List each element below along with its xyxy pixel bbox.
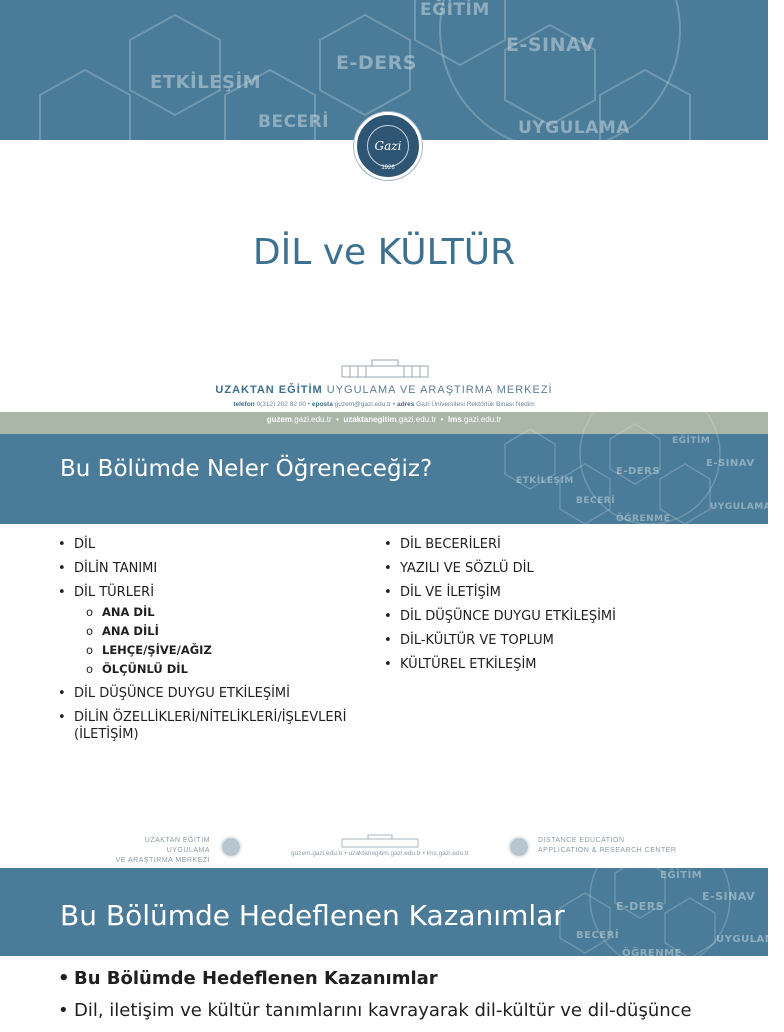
phone-label: telefon <box>233 401 255 408</box>
university-seal-icon <box>220 836 242 858</box>
link-lms[interactable]: lms.gazi.edu.tr <box>447 415 502 424</box>
sub-list-item: o ANA DİLİ <box>58 624 358 639</box>
address-label: adres <box>397 401 415 408</box>
outcomes-list <box>58 968 758 1032</box>
banner-word: ÖĞRENME <box>622 948 682 959</box>
links-strip: guzem.gazi.edu.tr • uzaktanegitim.gazi.edu.tr • lms.gazi.edu.tr <box>0 412 768 434</box>
email-label: eposta <box>311 401 333 408</box>
sub-list-item: o ÖLÇÜNLÜ DİL <box>58 662 358 677</box>
list-item: • Bu Bölümde Hedeflenen Kazanımlar <box>58 968 758 990</box>
building-icon <box>340 834 420 848</box>
link-uzaktanegitim[interactable]: uzaktanegitim.gazi.edu.tr <box>343 415 437 424</box>
university-seal-icon <box>508 836 530 858</box>
seal-signature: Gazi <box>367 125 409 167</box>
banner-word: E-DERS <box>616 466 661 477</box>
banner-word: ÖĞRENME <box>616 514 671 524</box>
address-value: Gazi Üniversitesi Rektörlük Binası Nedim <box>416 401 535 408</box>
banner-word: BECERİ <box>576 496 616 506</box>
list-item: • DİL BECERİLERİ <box>384 536 684 553</box>
email-value: guzem@gazi.edu.tr <box>334 401 392 408</box>
list-item: • DİL DÜŞÜNCE DUYGU ETKİLEŞİMİ <box>384 608 684 625</box>
slide-footer <box>0 834 768 868</box>
list-item: • DİL VE İLETİŞİM <box>384 584 684 601</box>
title-slide <box>0 0 768 434</box>
list-item: • Dil, iletişim ve kültür tanımlarını kavrayarak dil-kültür ve dil-düşünce <box>58 1000 758 1022</box>
banner-word: BECERİ <box>258 112 330 132</box>
banner-word: UYGULAMA <box>518 118 630 138</box>
list-item: • DİL <box>58 536 358 553</box>
list-item: • KÜLTÜREL ETKİLEŞİM <box>384 656 684 673</box>
section-title: Bu Bölümde Hedeflenen Kazanımlar <box>60 899 565 932</box>
footer-center-name-tr: UZAKTAN EĞİTİM UYGULAMA VE ARAŞTIRMA MERKEZİ <box>115 837 210 864</box>
section-banner <box>0 434 772 524</box>
page-title: DİL ve KÜLTÜR <box>252 232 516 273</box>
list-item: • DİL TÜRLERİ <box>58 584 358 601</box>
list-item: • DİL-KÜLTÜR VE TOPLUM <box>384 632 684 649</box>
footer-center-name-en: DISTANCE EDUCATION APPLICATION & RESEARCH CENTER <box>538 837 677 854</box>
topics-slide <box>0 434 772 868</box>
phone-value: 0(312) 202 82 00 <box>256 401 306 408</box>
banner-word: ETKİLEŞİM <box>150 72 262 93</box>
list-item: • YAZILI VE SÖZLÜ DİL <box>384 560 684 577</box>
banner-word: EĞİTİM <box>660 870 703 881</box>
list-item: • DİL DÜŞÜNCE DUYGU ETKİLEŞİMİ <box>58 685 358 702</box>
banner-word: E-DERS <box>336 52 417 74</box>
banner-word: E-SINAV <box>506 34 596 56</box>
topics-list-left <box>58 536 358 750</box>
list-item: • DİLİN ÖZELLİKLERİ/NİTELİKLERİ/İŞLEVLERİ (İLETİŞİM) <box>58 709 358 743</box>
outcomes-slide <box>0 868 784 1024</box>
section-banner <box>0 868 784 959</box>
sub-list-item: o ANA DİL <box>58 605 358 620</box>
center-name <box>0 384 768 396</box>
center-name-bold: UZAKTAN EĞİTİM <box>215 384 323 396</box>
contact-line: telefon 0(312) 202 82 00 • eposta guzem@gazi.edu.tr • adres Gazi Üniversitesi Rektörlük Binası Nedim <box>233 401 535 408</box>
footer-links[interactable]: guzem.gazi.edu.tr • uzaktanegitim.gazi.edu.tr • lms.gazi.edu.tr <box>291 850 469 857</box>
banner-word: BECERİ <box>576 930 620 941</box>
banner-word: UYGULAMA <box>716 934 784 945</box>
building-icon <box>340 358 430 378</box>
seal-year: 1926 <box>381 165 395 171</box>
banner-word: E-SINAV <box>702 890 756 903</box>
center-name-rest: UYGULAMA VE ARAŞTIRMA MERKEZİ <box>326 384 553 396</box>
university-seal <box>354 112 422 180</box>
banner-word: E-DERS <box>616 900 665 913</box>
sub-list-item: o LEHÇE/ŞİVE/AĞIZ <box>58 643 358 658</box>
link-guzem[interactable]: guzem.gazi.edu.tr <box>266 415 332 424</box>
banner-word: E-SINAV <box>706 458 755 469</box>
banner-word: EĞİTİM <box>420 0 490 20</box>
banner-word: ETKİLEŞİM <box>516 476 574 486</box>
section-title: Bu Bölümde Neler Öğreneceğiz? <box>60 456 433 482</box>
banner-word: UYGULAMA <box>710 502 772 512</box>
topics-list-right <box>384 536 684 680</box>
banner-word: EĞİTİM <box>672 436 711 446</box>
list-item: • DİLİN TANIMI <box>58 560 358 577</box>
